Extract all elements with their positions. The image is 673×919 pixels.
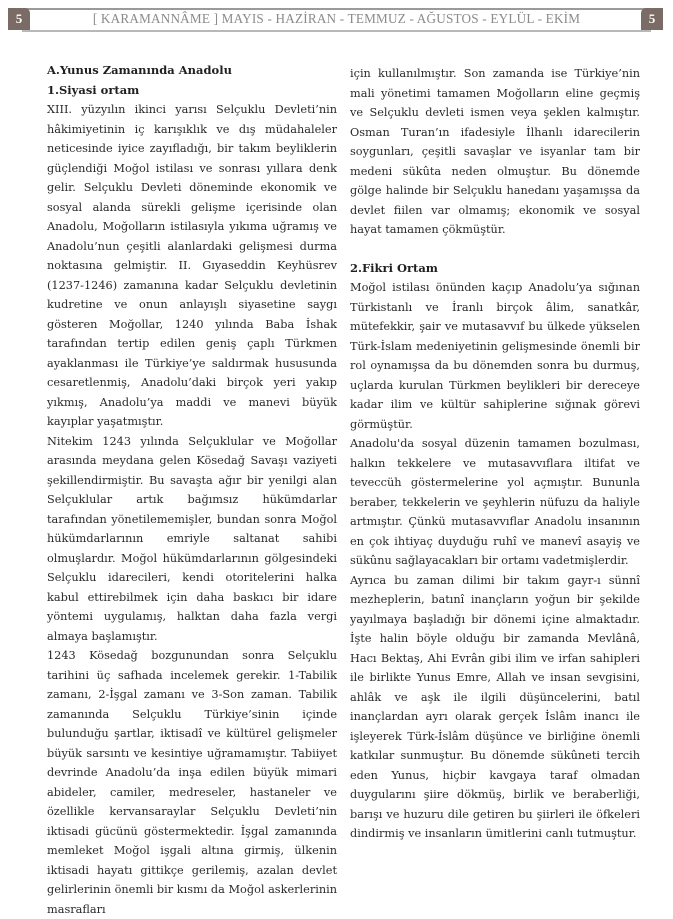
paragraph: Ayrıca bu zaman dilimi bir takım gayr-ı sünnî mezheplerin, batınî inançların yoğun bir şekilde yayılmaya başladığı bir dönemi içine almaktadır. İşte halin böyle olduğu bir zamanda Mevlânâ, Hacı Bektaş, Ahi Evrân gibi ilim ve irfan sahipleri ile birlikte Yunus Emre, Allah ve insan sevgisini, ahlâk ve aşk ile ilgili düşüncelerini, batıl inançlardan ayrı olarak gerçek İslâm inancı ile işleyerek Türk-İslâm düşünce ve birliğine önemli katkılar sunmuştur. Bu dönemde sükûneti tercih eden Yunus, hiçbir kavgaya taraf olmadan duygularını şiire dökmüş, birlik ve beraberliği, barışı ve huzuru dile getiren bu şiirleri ile öfkeleri dindirmiş ve insanların ümitlerini canlı tutmuştur. (350, 573, 640, 840)
paragraph: Anadolu'da sosyal düzenin tamamen bozulması, halkın tekkelere ve mutasavvıflara iltifat ve teveccüh göstermelerine yol açmıştır. Bununla beraber, tekkelerin ve şeyhlerin nüfuzu da haliyle artmıştır. Çünkü mutasavvıflar Anadolu insanının en çok ihtiyaç duyduğu ruhî ve manevî asayiş ve sükûnu sağlayacakları bir ortamı vadetmişlerdir. (350, 437, 640, 567)
paragraph: Moğol istilası önünden kaçıp Anadolu’ya sığınan Türkistanlı ve İranlı birçok âlim, sanatkâr, mütefekkir, şair ve mutasavvıf bu ülkede yükselen Türk-İslam medeniyetinin gelişmesinde önemli bir rol oynamışsa da bu dönemden sonra bu durmuş, uçlarda kurulan Türkmen beylikleri bir dereceye kadar ilim ve kültür sahiplerine sığınak görevi görmüştür. (350, 281, 640, 431)
subsection-title: 1.Siyasi ortam (47, 82, 140, 97)
page-header (0, 0, 673, 34)
spacer (350, 240, 640, 259)
section-title: A.Yunus Zamanında Anadolu (47, 63, 232, 77)
paragraph: için kullanılmıştır. Son zamanda ise Türkiye’nin mali yönetimi tamamen Moğolların eline geçmiş ve Selçuklu devleti ismen veya şeklen kalmıştır. Osman Turan’ın ifadesiyle İlhanlı idarecilerin soygunları, çeşitli savaşlar ve isyanlar tam bir medeni sükûta neden olmuştur. Bu dönemde gölge halinde bir Selçuklu hanedanı yaşamışsa da devlet fiilen var olmamış; ekonomik ve sosyal hayat tamamen çökmüştür. (350, 67, 640, 236)
paragraph: 1243 Kösedağ bozgunundan sonra Selçuklu tarihini üç safhada incelemek gerekir. 1-Tabilik zamanı, 2-İşgal zamanı ve 3-Son zaman. Tabilik zamanında Selçuklu Türkiye’sinin içinde bulunduğu şartlar, iktisadî ve kültürel gelişmeler büyük sarsıntı ve kesintiye uğramamıştır. Tabiiyet devrinde Anadolu’da inşa edilen büyük mimari abideler, camiler, medreseler, hastaneler ve özellikle kervansaraylar Selçuklu Devleti’nin iktisadi gücünü göstermektedir. İşgal zamanında memleket Moğol işgali altına girmiş, ülkenin iktisadi hayatı gittikçe gerilemiş, azalan devlet gelirlerinin önemli bir kısmı da Moğol askerlerinin masrafları (47, 649, 338, 916)
paragraph: Nitekim 1243 yılında Selçuklular ve Moğollar arasında meydana gelen Kösedağ Savaşı vaziyeti şekillendirmiştir. Bu savaşta ağır bir yenilgi alan Selçuklular artık bağımsız hükümdarlar tarafından yönetilememişler, bundan sonra Moğol hükümdarlarının emriyle saltanat sahibi olmuşlardır. Moğol hükümdarlarının gölgesindeki Selçuklu idarecileri, kendi otoritelerini halka kabul ettirebilmek için daha baskıcı bir idare yöntemi uygulamış, halktan daha fazla vergi almaya başlamıştır. (47, 434, 337, 643)
right-column (350, 64, 640, 844)
page-number-left: 5 (8, 8, 30, 30)
paragraph: XIII. yüzyılın ikinci yarısı Selçuklu Devleti’nin hâkimiyetinin iç karışıklık ve dış müdahaleler neticesinde iyice zayıfladığı, bir takım beyliklerin güçlendiği Moğol istilası ve sonrası yıllara denk gelir. Selçuklu Devleti döneminde ekonomik ve sosyal alanda sürekli gelişme içerisinde olan Anadolu, Moğolların istilasıyla yıkıma uğramış ve Anadolu’nun çeşitli alanlardaki gelişmesi durma noktasına gelmiştir. II. Gıyaseddin Keyhüsrev (1237-1246) zamanına kadar Selçuklu devletinin kudretine ve onun anlayışlı siyasetine saygı gösteren Moğollar, 1240 yılında Baba İshak tarafından tertip edilen geniş çaplı Türkmen ayaklanması ile Türkiye’ye saldırmak hususunda cesaretlenmiş, Anadolu’daki birçok yeri yakıp yıkmış, Anadolu’ya maddi ve manevi büyük kayıplar yaşatmıştır. (47, 103, 337, 428)
subsection-title: 2.Fikri Ortam (350, 260, 438, 275)
header-title: [ KARAMANNÂME ] MAYIS - HAZİRAN - TEMMUZ - AĞUSTOS - EYLÜL - EKİM (92, 11, 581, 26)
page-number-right: 5 (641, 8, 663, 30)
left-column (47, 61, 337, 919)
